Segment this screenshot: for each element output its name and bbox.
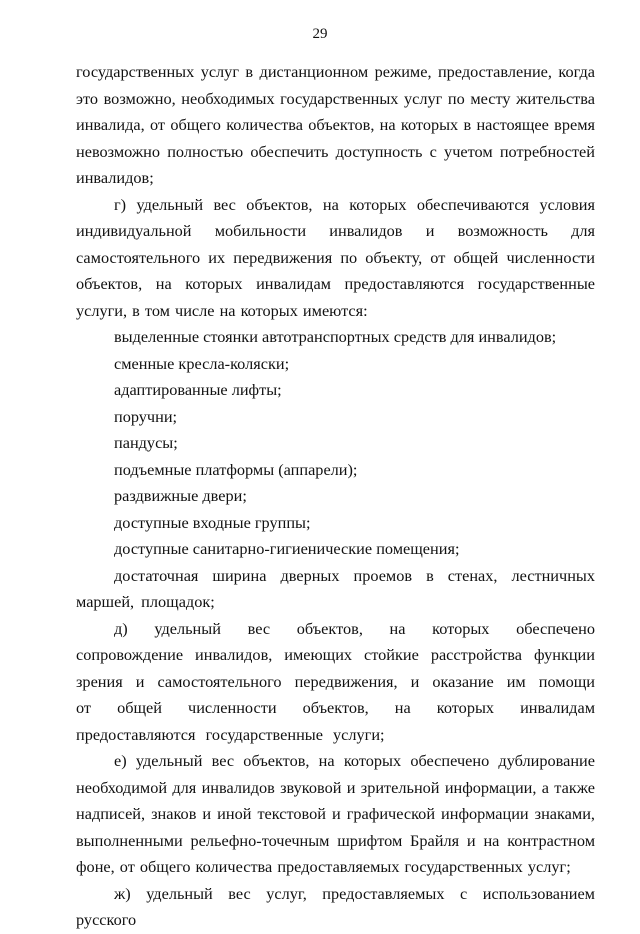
list-item: раздвижные двери;	[114, 486, 247, 505]
list-item: пандусы;	[114, 433, 178, 452]
list-item: выделенные стоянки автотранспортных средств для инвалидов;	[114, 327, 557, 346]
paragraph-e: е) удельный вес объектов, на которых обеспечено дублирование необходимой для инвалидов звуковой и зрительной информации, а также надписей, знаков и иной текстовой и графической информации знаками, выполненными рельефно-точечным шрифтом Брайля и на контрастном фоне, от общего количества предоставляемых государственных услуг;	[76, 751, 595, 876]
document-body	[76, 59, 595, 934]
paragraph-intro: государственных услуг в дистанционном режиме, предоставление, когда это возможно, необходимых государственных услуг по месту жительства инвалида, от общего количества объектов, на которых в настоящее время невозможно полностью обеспечить доступность с учетом потребностей инвалидов;	[76, 62, 595, 187]
paragraph-d: д) удельный вес объектов, на которых обеспечено сопровождение инвалидов, имеющих стойкие расстройства функции зрения и самостоятельного передвижения, и оказание им помощи от общей численности объектов, на которых инвалидам предоставляются государственные услуги;	[76, 618, 595, 744]
facility-list	[76, 324, 595, 616]
list-item: адаптированные лифты;	[114, 380, 282, 399]
list-item: доступные санитарно-гигиенические помещения;	[114, 539, 460, 558]
list-item: подъемные платформы (аппарели);	[114, 459, 358, 479]
page-number: 29	[312, 26, 328, 42]
paragraph-g: г) удельный вес объектов, на которых обеспечиваются условия индивидуальной мобильности инвалидов и возможность для самостоятельного их передвижения по объекту, от общей численности объектов, на которых инвалидам предоставляются государственные услуги, в том числе на которых имеются:	[76, 194, 595, 320]
list-item: поручни;	[114, 406, 178, 426]
list-item: сменные кресла-коляски;	[114, 353, 290, 373]
list-item: достаточная ширина дверных проемов в стенах, лестничных маршей, площадок;	[76, 565, 595, 611]
list-item: доступные входные группы;	[114, 512, 311, 532]
paragraph-zh: ж) удельный вес услуг, предоставляемых с использованием русского	[76, 883, 595, 929]
